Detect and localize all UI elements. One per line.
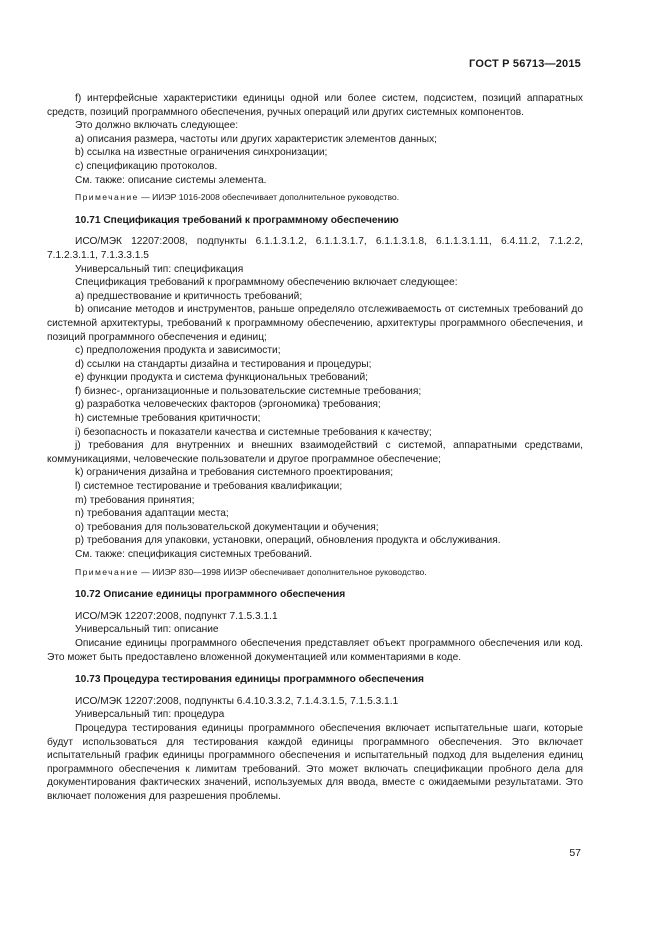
note-label: Примечание xyxy=(75,192,139,203)
list-item: e) функции продукта и система функциональных требований; xyxy=(75,372,369,384)
list-item: c) спецификацию протоколов. xyxy=(75,160,218,172)
see-also: См. также: спецификация системных требований. xyxy=(75,549,313,560)
list-item: m) требования принятия; xyxy=(75,494,195,506)
section-reference: ИСО/МЭК 12207:2008, подпункт 7.1.5.3.1.1 xyxy=(75,610,278,622)
paragraph: Это должно включать следующее: xyxy=(75,120,239,132)
section-heading: 10.73 Процедура тестирования единицы программного обеспечения xyxy=(75,674,424,686)
list-item: c) предположения продукта и зависимости; xyxy=(75,345,281,357)
list-item: g) разработка человеческих факторов (эргономика) требования; xyxy=(75,399,381,411)
paragraph: f) интерфейсные характеристики единицы одной или более систем, подсистем, позиций аппаратных средств, позиций программного обеспечения, ручных операций или других системных компонентов. xyxy=(47,93,583,118)
list-item: j) требования для внутренних и внешних взаимодействий с системой, аппаратными средствами, коммуникациями, человеческие пользователи и другое программное обеспечение; xyxy=(47,440,583,465)
list-item: a) предшествование и критичность требований; xyxy=(75,290,303,302)
note-text: — ИИЭР 830—1998 ИИЭР обеспечивает дополнительное руководство. xyxy=(138,566,427,577)
page-number: 57 xyxy=(569,847,581,859)
section-heading: 10.72 Описание единицы программного обеспечения xyxy=(75,589,346,601)
section-reference: ИСО/МЭК 12207:2008, подпункты 6.1.1.3.1.2, 6.1.1.3.1.7, 6.1.1.3.1.8, 6.1.1.3.1.11, 6.4.11.2, 7.1.2.2, 7.1.2.3.1.1, 7.1.3.3.1.5 xyxy=(47,236,583,261)
see-also: См. также: описание системы элемента. xyxy=(75,174,267,186)
note-label: Примечание xyxy=(75,566,139,577)
list-item: b) описание методов и инструментов, раньше определяло отслеживаемость от системных требований до системной архитектуры, требований к программному обеспечению, архитектуры программного обеспечения, и позиций программного обеспечения и единиц; xyxy=(47,304,583,343)
paragraph: Процедура тестирования единицы программного обеспечения включает испытательные шаги, которые будут использоваться для тестирования каждой единицы программного обеспечения. Это включает испытательный график единицы программного обеспечения и испытательный подход для выделения единиц программного обеспечения к лимитам требований. Это может включать спецификации пробного дела для документирования фактических значений, используемых для ввода, вместе с ожидаемыми результатами. Это включает положения для разрешения проблемы. xyxy=(47,722,583,802)
section-type: Универсальный тип: спецификация xyxy=(75,263,244,275)
list-item: o) требования для пользовательской документации и обучения; xyxy=(75,521,379,533)
section-reference: ИСО/МЭК 12207:2008, подпункты 6.4.10.3.3.2, 7.1.4.3.1.5, 7.1.5.3.1.1 xyxy=(75,695,399,707)
document-header-id: ГОСТ Р 56713—2015 xyxy=(469,58,581,70)
section-heading: 10.71 Спецификация требований к программному обеспечению xyxy=(75,214,399,226)
list-item: p) требования для упаковки, установки, операций, обновления продукта и обслуживания. xyxy=(75,535,501,547)
note xyxy=(47,566,583,580)
list-item: k) ограничения дизайна и требования системного проектирования; xyxy=(75,467,394,479)
list-item: d) ссылки на стандарты дизайна и тестирования и процедуры; xyxy=(75,358,372,370)
section-type: Универсальный тип: процедура xyxy=(75,709,225,721)
paragraph: Описание единицы программного обеспечения представляет объект программного обеспечения или код. Это может быть предоставлено вложенной документацией или комментариями в коде. xyxy=(47,637,583,663)
note-text: — ИИЭР 1016-2008 обеспечивает дополнительное руководство. xyxy=(138,192,400,203)
list-item: h) системные требования критичности; xyxy=(75,413,261,425)
page-content xyxy=(47,92,583,804)
section-type: Универсальный тип: описание xyxy=(75,624,219,636)
list-item: f) бизнес-, организационные и пользовательские системные требования; xyxy=(75,385,422,397)
list-item: i) безопасность и показатели качества и системные требования к качеству; xyxy=(75,426,432,438)
note xyxy=(47,191,583,205)
paragraph: Спецификация требований к программному обеспечению включает следующее: xyxy=(75,277,458,289)
list-item: b) ссылка на известные ограничения синхронизации; xyxy=(75,147,328,159)
list-item: l) системное тестирование и требования квалификации; xyxy=(75,481,343,493)
list-item: n) требования адаптации места; xyxy=(75,508,229,520)
list-item: a) описания размера, частоты или других характеристик элементов данных; xyxy=(75,133,437,145)
